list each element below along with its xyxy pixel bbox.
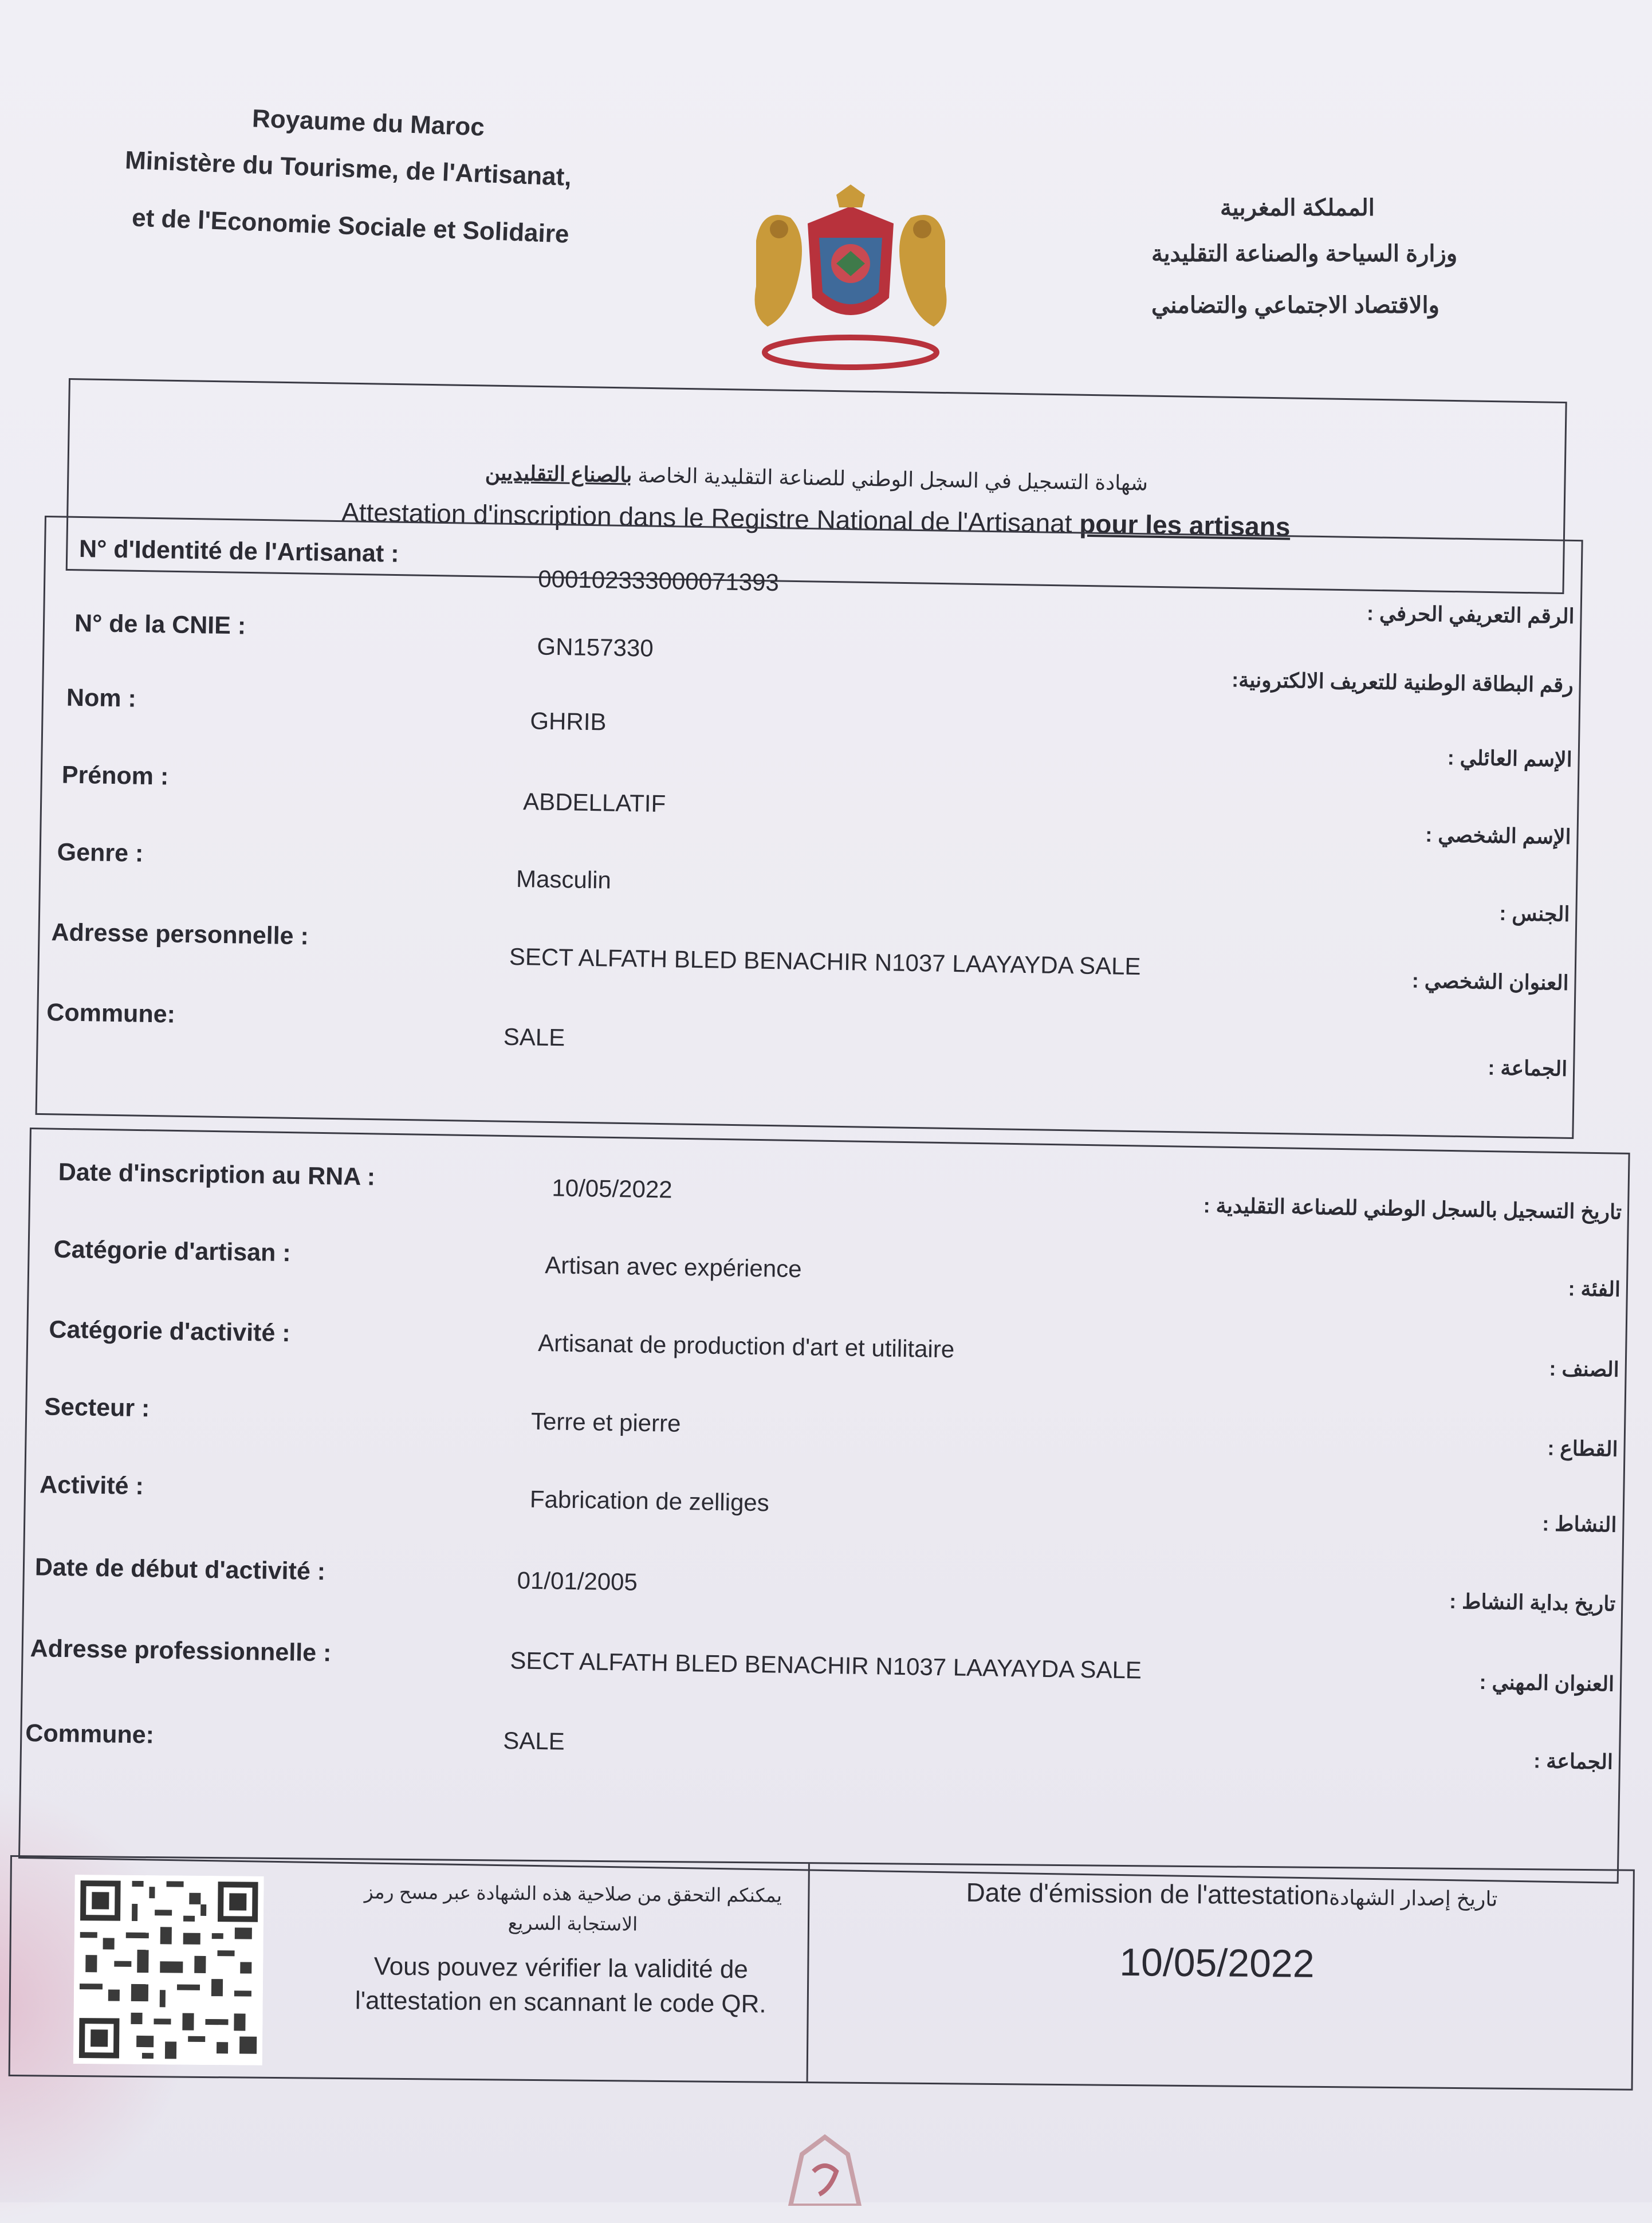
field-label: Commune:	[25, 1719, 155, 1749]
field-value: ABDELLATIF	[522, 788, 666, 818]
field-value: SECT ALFATH BLED BENACHIR N1037 LAAYAYDA SALE	[510, 1647, 1142, 1684]
header-kingdom-fr: Royaume du Maroc	[251, 104, 485, 142]
identity-section	[36, 516, 1583, 1139]
stamp-icon	[768, 2131, 882, 2206]
field-label-ar: الجنس :	[1499, 901, 1570, 926]
field-label-ar: تاريخ بداية النشاط :	[1449, 1589, 1616, 1616]
title-ar-main: شهادة التسجيل في السجل الوطني للصناعة التقليدية الخاصة	[632, 463, 1148, 495]
emission-date-value: 10/05/2022	[1119, 1940, 1315, 1986]
emission-label-fr: Date d'émission de l'attestation	[966, 1877, 1330, 1911]
verification-footer	[9, 1855, 1635, 2091]
field-value: Terre et pierre	[530, 1407, 681, 1437]
field-value: 01/01/2005	[517, 1566, 638, 1596]
field-value: SALE	[503, 1023, 565, 1051]
royal-emblem-icon	[745, 183, 957, 372]
field-label: Date de début d'activité :	[34, 1553, 326, 1586]
field-label: Secteur :	[44, 1393, 150, 1423]
identity-row	[38, 999, 1574, 1081]
title-ar-emphasis: بالصناع التقليديين	[485, 461, 632, 487]
field-label-ar: تاريخ التسجيل بالسجل الوطني للصناعة التقليدية :	[1203, 1193, 1622, 1224]
field-label-ar: العنوان المهني :	[1479, 1670, 1615, 1696]
field-label: N° d'Identité de l'Artisanat :	[78, 535, 399, 568]
field-label: Activité :	[39, 1471, 144, 1501]
field-value: Fabrication de zelliges	[529, 1485, 770, 1517]
activity-section	[18, 1128, 1630, 1884]
field-label: Commune:	[46, 999, 176, 1028]
verify-text-ar: يمكنكم التحقق من صلاحية هذه الشهادة عبر مسح رمز الاستجابة السريع	[364, 1881, 782, 1935]
field-label: Catégorie d'artisan :	[53, 1235, 292, 1267]
field-label: Genre :	[57, 838, 144, 867]
field-value: SALE	[502, 1727, 565, 1755]
header-ministry-ar-line2: والاقتصاد الاجتماعي والتضامني	[1151, 293, 1439, 318]
field-label-ar: رقم البطاقة الوطنية للتعريف الالكترونية:	[1231, 667, 1574, 697]
activity-row	[24, 1553, 1622, 1616]
field-label: Adresse professionnelle :	[30, 1635, 332, 1667]
field-label-ar: القطاع :	[1547, 1436, 1618, 1461]
activity-row	[29, 1235, 1627, 1301]
identity-row	[41, 838, 1576, 926]
field-value: GHRIB	[530, 707, 607, 736]
field-value: SECT ALFATH BLED BENACHIR N1037 LAAYAYDA SALE	[509, 942, 1141, 980]
header-ministry-ar-line1: وزارة السياحة والصناعة التقليدية	[1151, 241, 1458, 266]
field-label-ar: الرقم التعريفي الحرفي :	[1366, 601, 1575, 628]
field-label: Date d'inscription au RNA :	[58, 1158, 376, 1191]
title-fr-emphasis: pour les artisans	[1079, 508, 1291, 542]
header-ministry-fr-line1: Ministère du Tourisme, de l'Artisanat,	[124, 146, 572, 191]
field-label-ar: النشاط :	[1541, 1511, 1617, 1537]
field-label: Catégorie d'activité :	[49, 1315, 291, 1348]
title-ar	[69, 454, 1564, 502]
field-label-ar: العنوان الشخصي :	[1411, 968, 1569, 995]
activity-row	[22, 1719, 1619, 1779]
emission-date-label	[831, 1876, 1633, 1914]
field-label: Nom :	[66, 684, 137, 713]
field-label: Adresse personnelle :	[51, 918, 309, 951]
header-kingdom-ar: المملكة المغربية	[1220, 195, 1375, 221]
field-label-ar: الصنف :	[1549, 1356, 1620, 1381]
identity-row	[40, 918, 1575, 995]
identity-row	[42, 761, 1578, 849]
activity-row	[27, 1393, 1625, 1461]
activity-row	[23, 1635, 1620, 1694]
field-label-ar: الفئة :	[1568, 1277, 1621, 1301]
activity-row	[26, 1471, 1623, 1537]
field-value: GN157330	[537, 633, 654, 662]
field-value: Artisan avec expérience	[544, 1251, 802, 1283]
header-ministry-fr-line2: et de l'Economie Sociale et Solidaire	[131, 203, 570, 249]
activity-row	[30, 1158, 1628, 1224]
emission-label-ar: تاريخ إصدار الشهادة	[1329, 1886, 1498, 1911]
field-value: Artisanat de production d'art et utilitaire	[537, 1329, 955, 1363]
field-label-ar: الجماعة :	[1488, 1055, 1568, 1081]
field-label: Prénom :	[61, 761, 169, 791]
verify-text-fr: Vous pouvez vérifier la validité de l'attestation en scannant le code QR.	[355, 1952, 766, 2018]
identity-row	[44, 609, 1580, 697]
title-fr-main: Attestation d'inscription dans le Registre National de l'Artisanat	[341, 497, 1080, 539]
field-value: 000102333000071393	[538, 565, 780, 596]
field-label: N° de la CNIE :	[74, 609, 246, 640]
field-label-ar: الإسم الشخصي :	[1425, 822, 1571, 849]
field-label-ar: الإسم العائلي :	[1447, 745, 1572, 771]
field-value: 10/05/2022	[552, 1174, 673, 1203]
field-value: Masculin	[516, 865, 612, 894]
field-label-ar: الجماعة :	[1533, 1749, 1614, 1774]
qr-code-icon[interactable]	[73, 1875, 264, 2065]
activity-row	[28, 1315, 1626, 1381]
